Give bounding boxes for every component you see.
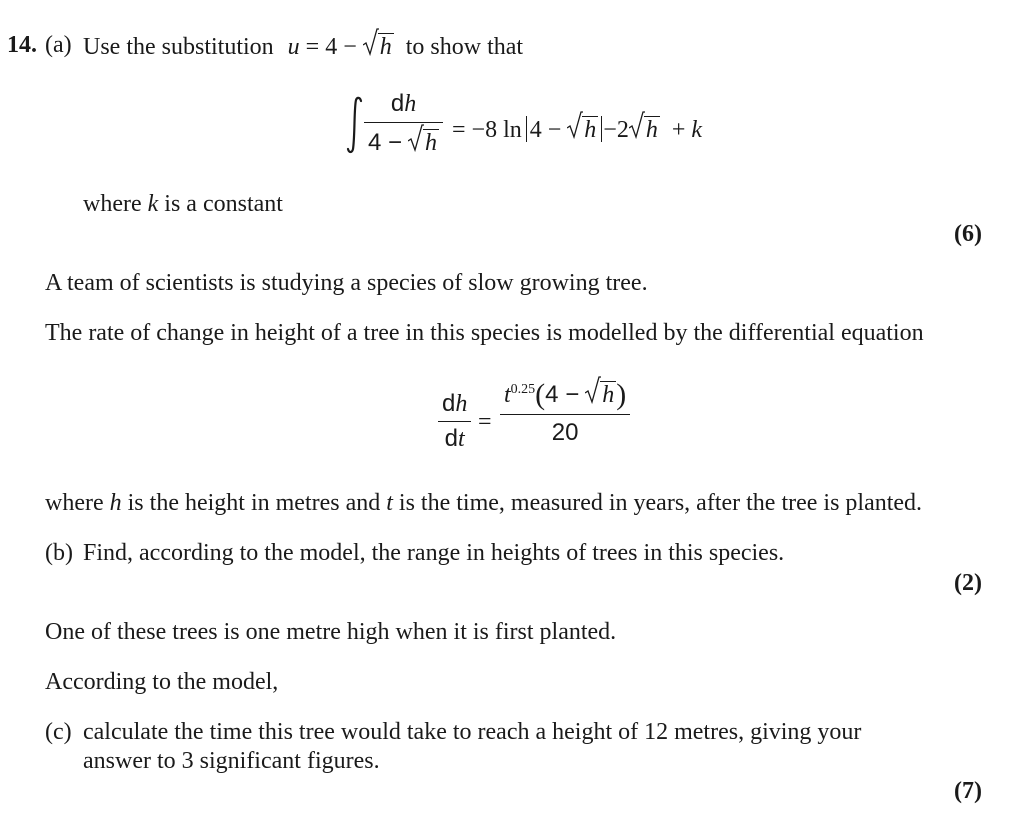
de-rhs-fraction: $t^{0.25}(4$ − h) 20	[500, 380, 630, 445]
intro-line-2: The rate of change in height of a tree in this species is modelled by the differential equation	[45, 320, 924, 346]
part-b-label: (b)	[45, 540, 73, 566]
de-lhs-fraction: $\frac{dh}{dt}$	[438, 392, 471, 451]
integral-rhs: = −8 ln 4 − h −2 h + k	[452, 116, 702, 142]
marks-b: (2)	[954, 570, 982, 596]
intro-line-3: One of these trees is one metre high when it is first planted.	[45, 619, 617, 645]
part-c-line-2: answer to 3 significant figures.	[83, 748, 380, 774]
integral-fraction: dh 4 − h	[364, 92, 443, 155]
de-equals: =	[478, 409, 492, 435]
part-a-statement	[83, 33, 523, 59]
sub-var-u: u	[287, 34, 300, 60]
where-k-line: where k is a constant	[83, 191, 283, 217]
integral-sign-icon	[346, 96, 364, 154]
substitution-text: Use the substitution	[83, 34, 274, 60]
sub-equals: = 4 −	[305, 34, 357, 60]
marks-c: (7)	[954, 778, 982, 804]
marks-a: (6)	[954, 221, 982, 247]
part-b-text: Find, according to the model, the range in heights of trees in this species.	[83, 540, 785, 566]
intro-line-4: According to the model,	[45, 669, 279, 695]
part-c-label: (c)	[45, 719, 72, 745]
part-c-line-1: calculate the time this tree would take to reach a height of 12 metres, giving your	[83, 719, 862, 745]
variable-definitions: where h is the height in metres and t is the time, measured in years, after the tree is planted.	[45, 490, 923, 516]
intro-line-1: A team of scientists is studying a species of slow growing tree.	[45, 270, 648, 296]
sub-sqrt: h	[363, 33, 394, 59]
question-number: 14.	[7, 32, 37, 58]
to-show-text: to show that	[405, 34, 524, 60]
part-a-label: (a)	[45, 32, 72, 58]
